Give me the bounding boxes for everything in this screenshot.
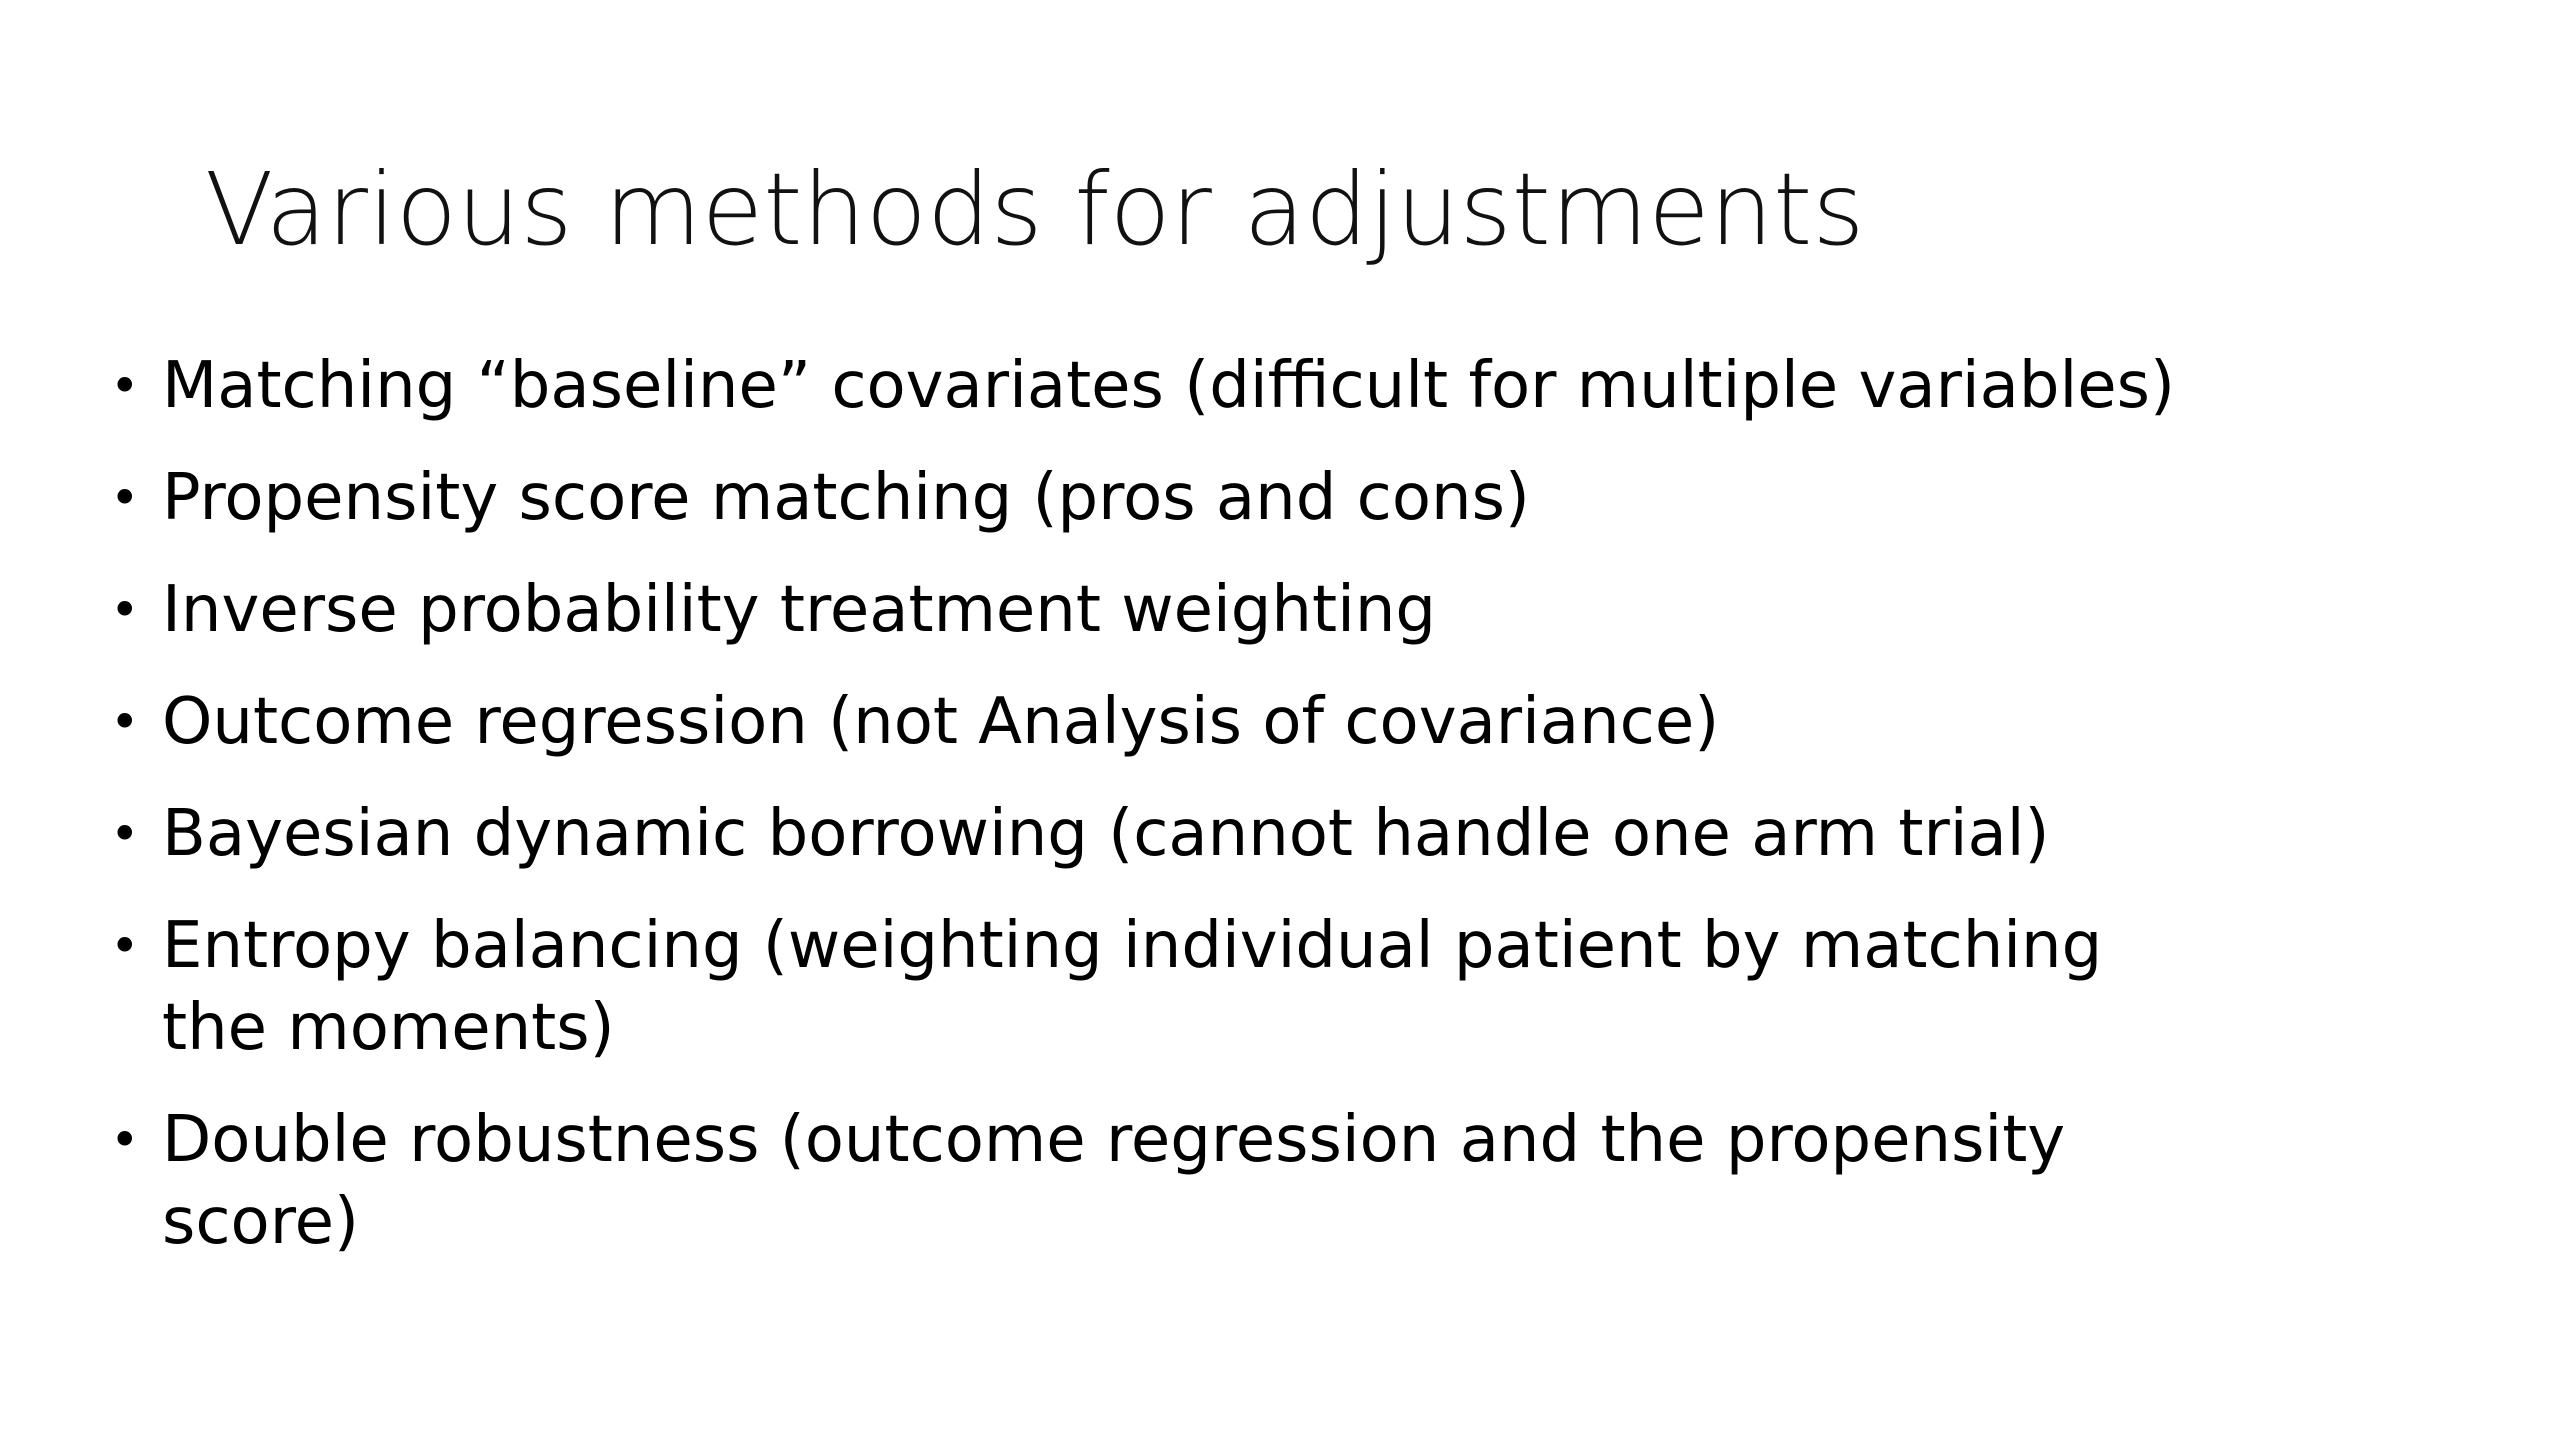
bullet-text: Outcome regression (not Analysis of covariance) [162,685,1720,759]
bullet-icon: • [110,357,140,415]
bullet-text: Propensity score matching (pros and cons) [162,461,1530,535]
bullet-icon: • [110,1111,140,1169]
bullet-text: Entropy balancing (weighting individual patient by matching the moments) [162,909,2103,1065]
bullet-icon: • [110,805,140,863]
list-item [110,345,2260,427]
list-item [110,793,2260,875]
list-item [110,1099,2260,1263]
bullet-text: Bayesian dynamic borrowing (cannot handle one arm trial) [162,797,2050,871]
bullet-icon: • [110,693,140,751]
bullet-icon: • [110,581,140,639]
bullet-list [110,345,2260,1293]
bullet-text: Inverse probability treatment weighting [162,573,1437,647]
bullet-text: Double robustness (outcome regression and the propensity score) [162,1103,2066,1259]
list-item [110,457,2260,539]
list-item [110,569,2260,651]
bullet-icon: • [110,469,140,527]
list-item [110,905,2260,1069]
bullet-text: Matching “baseline” covariates (difficult for multiple variables) [162,349,2175,423]
bullet-icon: • [110,917,140,975]
slide-title: Various methods for adjustments [205,151,1865,268]
list-item [110,681,2260,763]
